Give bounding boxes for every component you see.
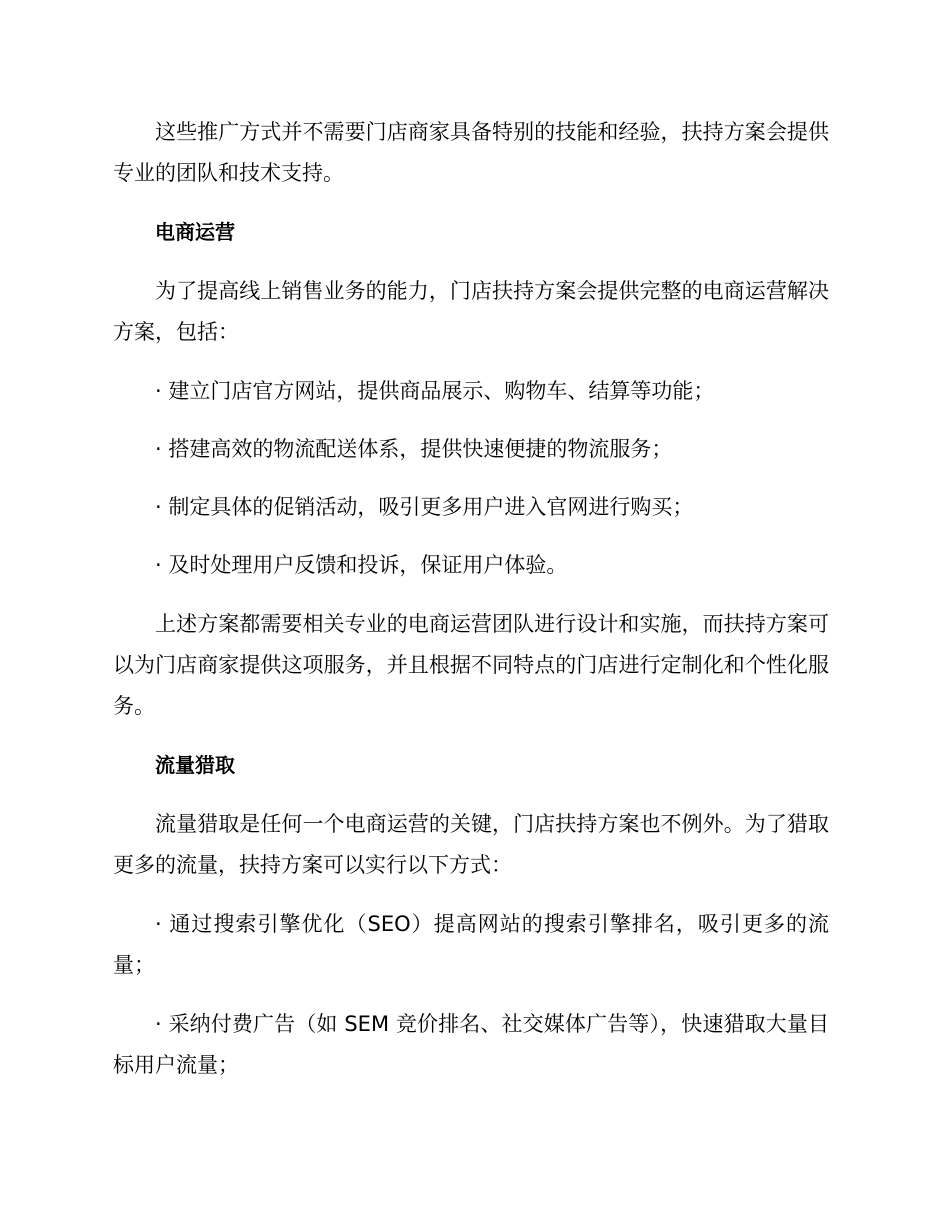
list-item-promotion: · 制定具体的促销活动，吸引更多用户进入官网进行购买；: [155, 495, 694, 519]
list-item-paid-ads: · 采纳付费广告（如 SEM 竞价排名、社交媒体广告等），快速猎取大量目标用户流量；: [113, 1012, 829, 1077]
paragraph-traffic-intro: 流量猎取是任何一个电商运营的关键，门店扶持方案也不例外。为了猎取更多的流量，扶持方案可以实行以下方式：: [113, 812, 829, 877]
list-item-feedback: · 及时处理用户反馈和投诉，保证用户体验。: [155, 553, 568, 577]
document-page: [113, 112, 829, 1086]
paragraph-ecommerce-team: 上述方案都需要相关专业的电商运营团队进行设计和实施，而扶持方案可以为门店商家提供这项服务，并且根据不同特点的门店进行定制化和个性化服务。: [113, 612, 829, 718]
list-item-seo: · 通过搜索引擎优化（SEO）提高网站的搜索引擎排名，吸引更多的流量；: [113, 912, 829, 977]
list-item-official-website: · 建立门店官方网站，提供商品展示、购物车、结算等功能；: [155, 379, 715, 403]
heading-ecommerce-operation: 电商运营: [155, 220, 235, 244]
heading-traffic-acquisition: 流量猎取: [155, 753, 235, 777]
paragraph-ecommerce-intro: 为了提高线上销售业务的能力，门店扶持方案会提供完整的电商运营解决方案，包括：: [113, 279, 829, 344]
list-item-logistics: · 搭建高效的物流配送体系，提供快速便捷的物流服务；: [155, 437, 673, 461]
paragraph-promotion-support: 这些推广方式并不需要门店商家具备特别的技能和经验，扶持方案会提供专业的团队和技术支持。: [113, 120, 829, 185]
